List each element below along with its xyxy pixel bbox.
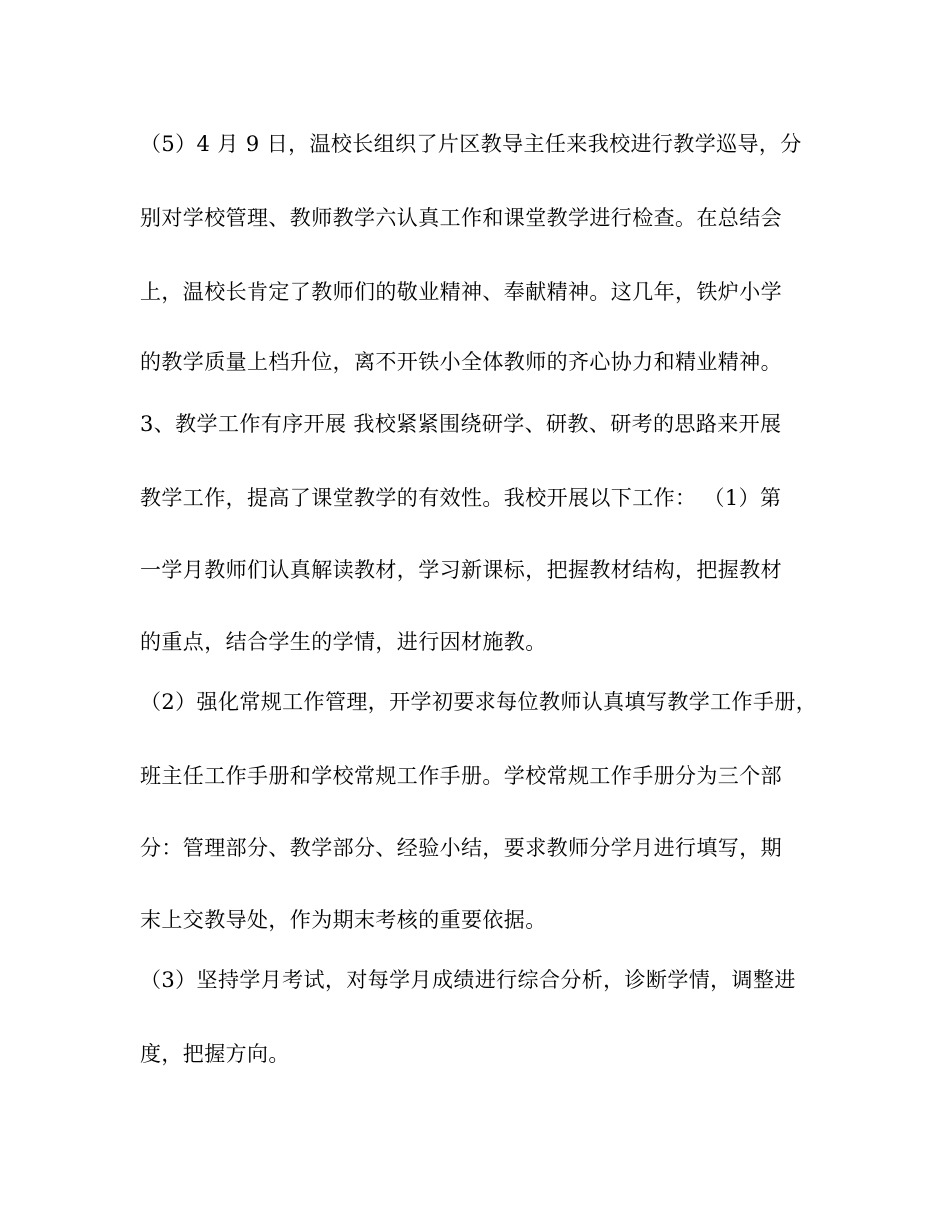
text-line: 一学月教师们认真解读教材，学习新课标，把握教材结构，把握教材 (140, 558, 782, 582)
text-line: 分：管理部分、教学部分、经验小结，要求教师分学月进行填写，期 (140, 836, 782, 860)
text-line: 的教学质量上档升位，离不开铁小全体教师的齐心协力和精业精神。 (140, 350, 782, 374)
text-line: （5）4 月 9 日，温校长组织了片区教导主任来我校进行教学巡导，分 (140, 132, 802, 156)
text-line: 上，温校长肯定了教师们的敬业精神、奉献精神。这几年，铁炉小学 (140, 280, 782, 304)
text-line: 班主任工作手册和学校常规工作手册。学校常规工作手册分为三个部 (140, 764, 782, 788)
text-line: 的重点，结合学生的学情，进行因材施教。 (140, 630, 547, 654)
text-line: 度，把握方向。 (140, 1042, 290, 1066)
text-line: 别对学校管理、教师教学六认真工作和课堂教学进行检查。在总结会 (140, 206, 782, 230)
text-line: 教学工作，提高了课堂教学的有效性。我校开展以下工作： （1）第 (140, 486, 782, 510)
text-line: （2）强化常规工作管理，开学初要求每位教师认真填写教学工作手册， (140, 690, 818, 714)
text-line: 末上交教导处，作为期末考核的重要依据。 (140, 908, 547, 932)
text-line: 3、教学工作有序开展 我校紧紧围绕研学、研教、研考的思路来开展 (140, 412, 782, 436)
text-line: （3）坚持学月考试，对每学月成绩进行综合分析，诊断学情，调整进 (140, 968, 796, 992)
